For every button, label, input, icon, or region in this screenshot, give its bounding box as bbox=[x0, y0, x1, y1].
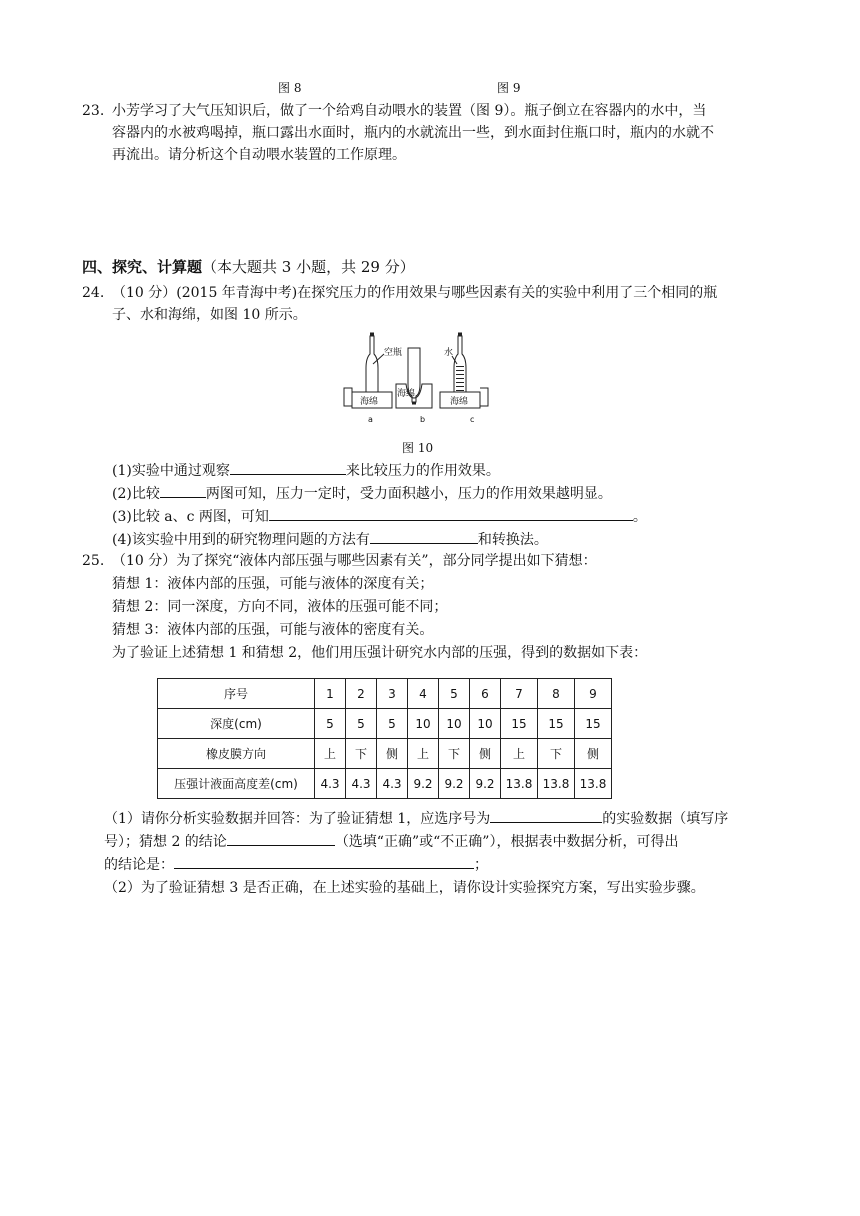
section-4-subtitle: （本大题共 3 小题，共 29 分） bbox=[202, 258, 415, 276]
part-1-text-a: (1)实验中通过观察 bbox=[112, 463, 230, 479]
part-2-text-a: (2)比较 bbox=[112, 486, 160, 502]
table-cell: 上 bbox=[408, 739, 439, 769]
question-24-line-1: （10 分）(2015 年青海中考)在探究压力的作用效果与哪些因素有关的实验中利用了三个相同的瓶 bbox=[112, 285, 718, 301]
label-empty-bottle: 空瓶 bbox=[384, 348, 403, 358]
part-3-text-b: 。 bbox=[632, 509, 647, 525]
label-c: c bbox=[470, 415, 475, 424]
table-cell: 5 bbox=[346, 709, 377, 739]
answer-blank-2[interactable] bbox=[160, 483, 206, 498]
sub-3-text-b: ； bbox=[474, 857, 488, 873]
question-24-part-4 bbox=[112, 529, 770, 551]
table-row-depth bbox=[158, 709, 612, 739]
table-cell: 13.8 bbox=[501, 769, 538, 799]
question-25-sub-1-line-1 bbox=[104, 808, 770, 830]
part-4-text-b: 和转换法。 bbox=[477, 532, 548, 548]
table-cell: 下 bbox=[346, 739, 377, 769]
question-25-number: 25. bbox=[82, 553, 105, 569]
table-cell: 1 bbox=[315, 679, 346, 709]
question-25-line-5: 为了验证上述猜想 1 和猜想 2，他们用压强计研究水内部的压强，得到的数据如下表： bbox=[112, 645, 648, 661]
question-25-sub-1-line-3 bbox=[104, 854, 770, 876]
table-cell: 9.2 bbox=[439, 769, 470, 799]
question-23-number: 23. bbox=[82, 103, 105, 119]
table-cell: 4.3 bbox=[346, 769, 377, 799]
label-sponge-c: 海绵 bbox=[450, 397, 469, 407]
guess-3: 猜想 3：液体内部的压强，可能与液体的密度有关。 bbox=[112, 622, 434, 638]
bottle-a-shape bbox=[366, 336, 378, 392]
table-cell: 下 bbox=[538, 739, 575, 769]
question-24-part-2 bbox=[112, 483, 770, 505]
question-23-line-1: 小芳学习了大气压知识后，做了一个给鸡自动喂水的装置（图 9）。瓶子倒立在容器内的水中，当 bbox=[112, 103, 707, 119]
table-cell: 侧 bbox=[377, 739, 408, 769]
table-cell: 4 bbox=[408, 679, 439, 709]
table-header-seq: 序号 bbox=[158, 679, 315, 709]
sub-2-text-b: （选填“正确”或“不正确”），根据表中数据分析，可得出 bbox=[334, 834, 679, 850]
table-cell: 10 bbox=[408, 709, 439, 739]
table-cell: 下 bbox=[439, 739, 470, 769]
question-25-sub-1-line-2 bbox=[104, 831, 770, 853]
table-cell: 4.3 bbox=[315, 769, 346, 799]
table-cell: 13.8 bbox=[575, 769, 612, 799]
table-cell: 10 bbox=[439, 709, 470, 739]
question-25-line-1: （10 分）为了探究“液体内部压强与哪些因素有关”，部分同学提出如下猜想： bbox=[112, 553, 597, 569]
label-sponge-a: 海绵 bbox=[360, 397, 379, 407]
label-b: b bbox=[420, 415, 426, 424]
label-a: a bbox=[368, 415, 373, 424]
table-cell: 2 bbox=[346, 679, 377, 709]
figure-10-illustration bbox=[340, 328, 500, 428]
table-cell: 9.2 bbox=[470, 769, 501, 799]
part-3-text-a: (3)比较 a、c 两图，可知 bbox=[112, 509, 269, 525]
table-cell: 6 bbox=[470, 679, 501, 709]
answer-blank-5[interactable] bbox=[490, 808, 602, 823]
table-header-depth: 深度(cm) bbox=[158, 709, 315, 739]
answer-blank-4[interactable] bbox=[370, 529, 478, 544]
guess-2: 猜想 2：同一深度，方向不同，液体的压强可能不同； bbox=[112, 599, 448, 615]
table-cell: 15 bbox=[538, 709, 575, 739]
answer-blank-1[interactable] bbox=[230, 460, 346, 475]
guess-1: 猜想 1：液体内部的压强，可能与液体的深度有关； bbox=[112, 576, 434, 592]
part-4-text-a: (4)该实验中用到的研究物理问题的方法有 bbox=[112, 532, 370, 548]
table-header-height-diff: 压强计液面高度差(cm) bbox=[158, 769, 315, 799]
question-23-line-2: 容器内的水被鸡喝掉，瓶口露出水面时，瓶内的水就流出一些，到水面封住瓶口时，瓶内的水就不 bbox=[112, 125, 714, 141]
table-cell: 4.3 bbox=[377, 769, 408, 799]
table-cell: 侧 bbox=[575, 739, 612, 769]
table-cell: 13.8 bbox=[538, 769, 575, 799]
question-24-number: 24. bbox=[82, 285, 105, 301]
table-cell: 3 bbox=[377, 679, 408, 709]
pressure-data-table bbox=[157, 678, 612, 799]
table-cell: 8 bbox=[538, 679, 575, 709]
table-header-direction: 橡皮膜方向 bbox=[158, 739, 315, 769]
sub-1-text-b: 的实验数据（填写序 bbox=[602, 811, 729, 827]
table-cell: 15 bbox=[575, 709, 612, 739]
part-2-text-b: 两图可知，压力一定时，受力面积越小，压力的作用效果越明显。 bbox=[205, 486, 612, 502]
sub-3-text-a: 的结论是： bbox=[104, 857, 174, 873]
table-cell: 侧 bbox=[470, 739, 501, 769]
table-row-height-diff bbox=[158, 769, 612, 799]
question-25-sub-2: （2）为了验证猜想 3 是否正确，在上述实验的基础上，请你设计实验探究方案，写出实验步骤。 bbox=[104, 880, 705, 896]
table-cell: 7 bbox=[501, 679, 538, 709]
answer-blank-3[interactable] bbox=[269, 506, 633, 521]
table-cell: 15 bbox=[501, 709, 538, 739]
figure-9-caption: 图 9 bbox=[497, 81, 521, 95]
sub-2-text-a: 号）；猜想 2 的结论 bbox=[104, 834, 227, 850]
table-cell: 10 bbox=[470, 709, 501, 739]
table-cell: 5 bbox=[315, 709, 346, 739]
question-24-part-1 bbox=[112, 460, 770, 482]
table-cell: 5 bbox=[439, 679, 470, 709]
table-cell: 上 bbox=[501, 739, 538, 769]
table-row-seq bbox=[158, 679, 612, 709]
figure-10-caption: 图 10 bbox=[402, 441, 434, 455]
part-1-text-b: 来比较压力的作用效果。 bbox=[345, 463, 500, 479]
section-4-heading bbox=[82, 256, 415, 278]
table-cell: 5 bbox=[377, 709, 408, 739]
question-23-line-3: 再流出。请分析这个自动喂水装置的工作原理。 bbox=[112, 147, 406, 163]
table-cell: 9.2 bbox=[408, 769, 439, 799]
table-row-direction bbox=[158, 739, 612, 769]
sub-1-text-a: （1）请你分析实验数据并回答：为了验证猜想 1，应选序号为 bbox=[104, 811, 491, 827]
table-cell: 9 bbox=[575, 679, 612, 709]
question-24-line-2: 子、水和海绵，如图 10 所示。 bbox=[112, 307, 307, 323]
figure-8-caption: 图 8 bbox=[278, 81, 302, 95]
label-water: 水 bbox=[444, 348, 454, 358]
section-4-title: 四、探究、计算题 bbox=[82, 258, 203, 276]
question-24-part-3 bbox=[112, 506, 770, 528]
answer-blank-7[interactable] bbox=[174, 854, 474, 869]
bottle-c-shape bbox=[454, 336, 466, 392]
label-sponge-b: 海绵 bbox=[397, 389, 416, 399]
answer-blank-6[interactable] bbox=[227, 831, 335, 846]
table-cell: 上 bbox=[315, 739, 346, 769]
